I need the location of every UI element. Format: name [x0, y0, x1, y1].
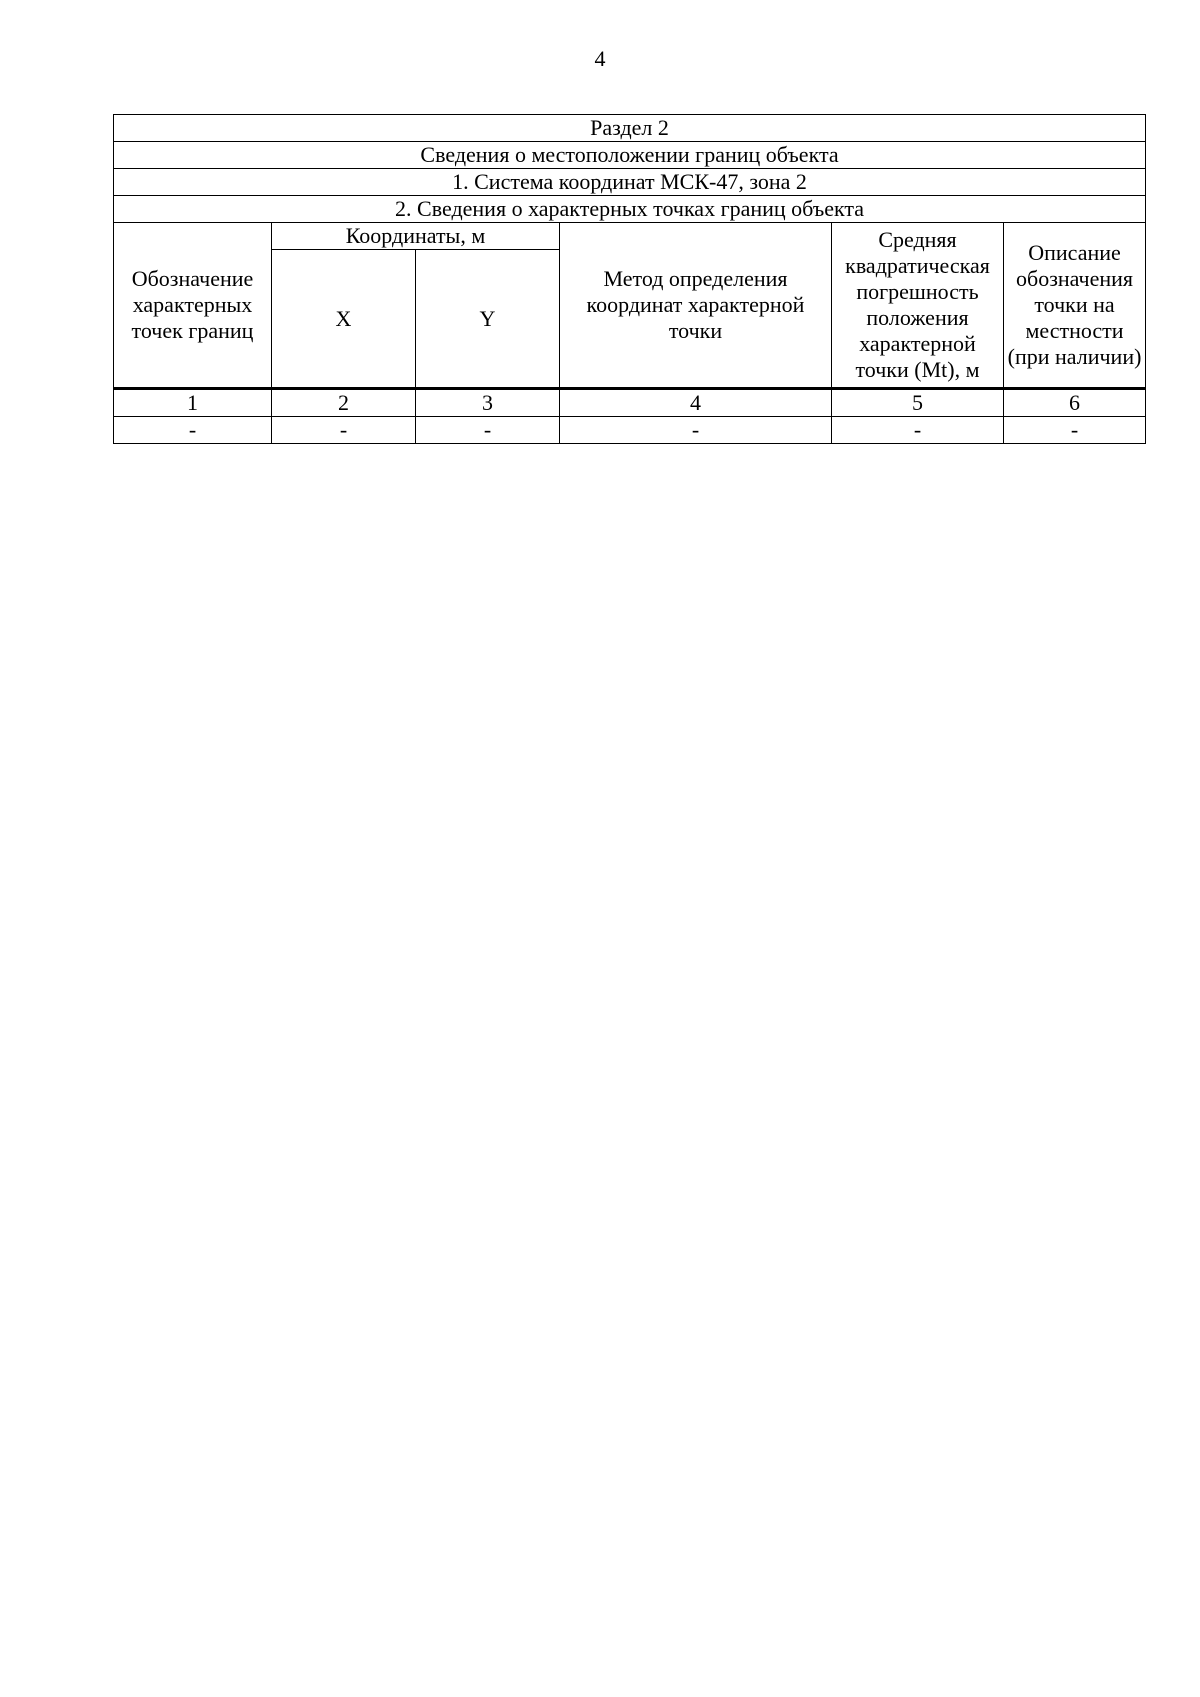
table-cell: -	[1004, 417, 1146, 444]
table-cell: -	[272, 417, 416, 444]
header-method: Метод определения координат характерной точки	[560, 223, 832, 389]
header-error: Средняя квадратическая погрешность положения характерной точки (Mt), м	[832, 223, 1004, 389]
column-number: 3	[416, 389, 560, 417]
column-number: 2	[272, 389, 416, 417]
boundary-points-table	[113, 114, 1146, 444]
header-description: Описание обозначения точки на местности (при наличии)	[1004, 223, 1146, 389]
table-row	[114, 417, 1146, 444]
column-number: 5	[832, 389, 1004, 417]
section-title: Раздел 2	[114, 115, 1146, 142]
table-cell: -	[832, 417, 1004, 444]
column-number-row	[114, 389, 1146, 417]
header-designation: Обозначение характерных точек границ	[114, 223, 272, 389]
table-cell: -	[560, 417, 832, 444]
header-y: Y	[416, 250, 560, 389]
page-number: 4	[594, 46, 606, 71]
column-number: 4	[560, 389, 832, 417]
header-x: X	[272, 250, 416, 389]
table-cell: -	[416, 417, 560, 444]
boundary-points-item: 2. Сведения о характерных точках границ объекта	[114, 196, 1146, 223]
table-cell: -	[114, 417, 272, 444]
section-subtitle: Сведения о местоположении границ объекта	[114, 142, 1146, 169]
column-number: 1	[114, 389, 272, 417]
header-coordinates: Координаты, м	[272, 223, 560, 250]
column-number: 6	[1004, 389, 1146, 417]
coordinate-system-item: 1. Система координат МСК-47, зона 2	[114, 169, 1146, 196]
